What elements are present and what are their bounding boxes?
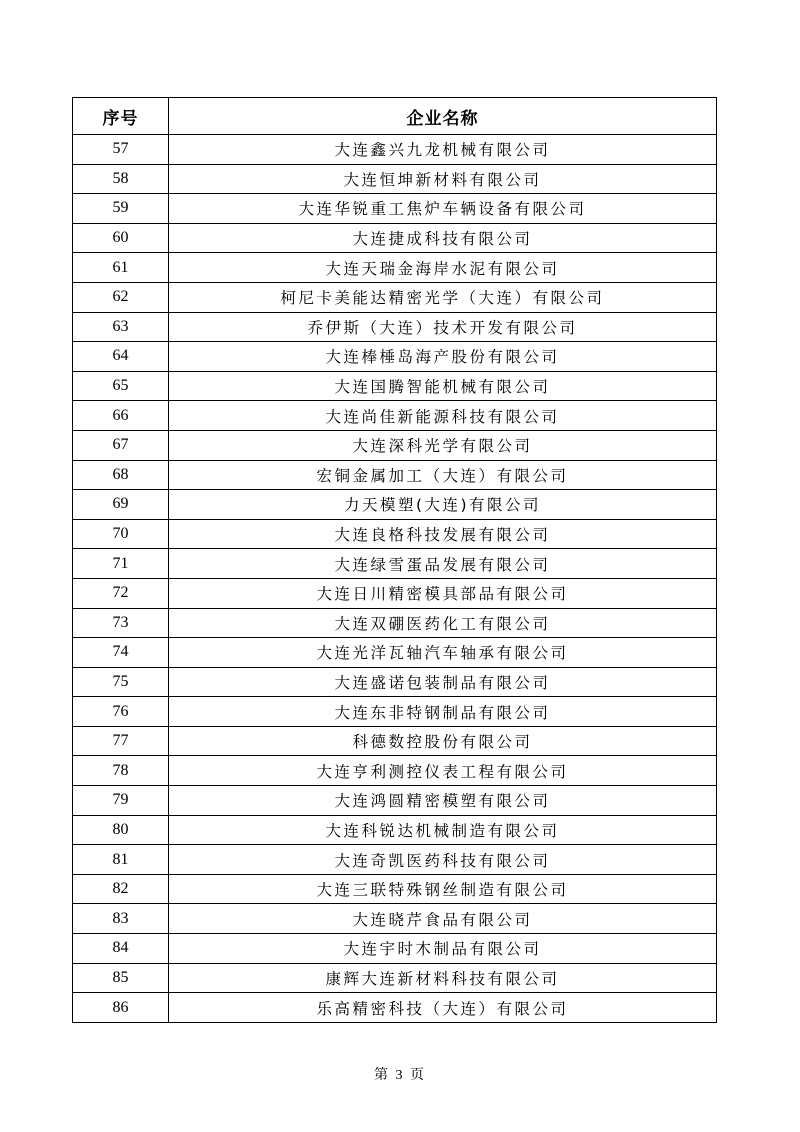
header-company-name: 企业名称: [169, 98, 717, 135]
row-company-name: 大连双硼医药化工有限公司: [169, 608, 717, 638]
table-row: [73, 638, 717, 668]
row-company-name: 大连恒坤新材料有限公司: [169, 164, 717, 194]
table-row: [73, 667, 717, 697]
table-row: [73, 608, 717, 638]
row-company-name: 大连鑫兴九龙机械有限公司: [169, 135, 717, 165]
row-company-name: 大连亨利测控仪表工程有限公司: [169, 756, 717, 786]
table-row: [73, 342, 717, 372]
table-row: [73, 726, 717, 756]
table-row: [73, 194, 717, 224]
header-index: 序号: [73, 98, 169, 135]
row-company-name: 大连盛诺包装制品有限公司: [169, 667, 717, 697]
row-company-name: 大连光洋瓦轴汽车轴承有限公司: [169, 638, 717, 668]
row-index: 83: [73, 904, 169, 934]
table-row: [73, 282, 717, 312]
row-company-name: 乐高精密科技（大连）有限公司: [169, 993, 717, 1023]
row-index: 82: [73, 874, 169, 904]
table-row: [73, 904, 717, 934]
table-row: [73, 845, 717, 875]
table-row: [73, 401, 717, 431]
row-index: 72: [73, 578, 169, 608]
table-row: [73, 519, 717, 549]
row-company-name: 大连三联特殊钢丝制造有限公司: [169, 874, 717, 904]
table-row: [73, 815, 717, 845]
row-index: 76: [73, 697, 169, 727]
table-row: [73, 371, 717, 401]
row-index: 78: [73, 756, 169, 786]
table-row: [73, 164, 717, 194]
row-index: 80: [73, 815, 169, 845]
row-index: 85: [73, 963, 169, 993]
table-row: [73, 934, 717, 964]
row-index: 74: [73, 638, 169, 668]
row-company-name: 乔伊斯（大连）技术开发有限公司: [169, 312, 717, 342]
row-company-name: 大连国腾智能机械有限公司: [169, 371, 717, 401]
row-index: 86: [73, 993, 169, 1023]
table-row: [73, 223, 717, 253]
row-company-name: 大连尚佳新能源科技有限公司: [169, 401, 717, 431]
row-company-name: 康辉大连新材料科技有限公司: [169, 963, 717, 993]
row-index: 61: [73, 253, 169, 283]
table-row: [73, 786, 717, 816]
table-row: [73, 549, 717, 579]
row-company-name: 大连宇时木制品有限公司: [169, 934, 717, 964]
row-company-name: 大连深科光学有限公司: [169, 430, 717, 460]
row-index: 65: [73, 371, 169, 401]
table-row: [73, 993, 717, 1023]
row-index: 63: [73, 312, 169, 342]
row-index: 79: [73, 786, 169, 816]
table-row: [73, 460, 717, 490]
page-number: 第 3 页: [374, 1068, 426, 1083]
row-company-name: 大连科锐达机械制造有限公司: [169, 815, 717, 845]
row-index: 62: [73, 282, 169, 312]
row-index: 64: [73, 342, 169, 372]
row-company-name: 大连良格科技发展有限公司: [169, 519, 717, 549]
row-index: 81: [73, 845, 169, 875]
company-table: [72, 97, 717, 1023]
table-row: [73, 874, 717, 904]
row-index: 84: [73, 934, 169, 964]
table-row: [73, 430, 717, 460]
row-company-name: 力天模塑(大连)有限公司: [169, 490, 717, 520]
row-index: 70: [73, 519, 169, 549]
row-company-name: 大连捷成科技有限公司: [169, 223, 717, 253]
table-header-row: [73, 98, 717, 135]
table-row: [73, 135, 717, 165]
row-index: 60: [73, 223, 169, 253]
row-index: 69: [73, 490, 169, 520]
row-index: 68: [73, 460, 169, 490]
row-index: 67: [73, 430, 169, 460]
row-company-name: 大连天瑞金海岸水泥有限公司: [169, 253, 717, 283]
row-index: 75: [73, 667, 169, 697]
row-index: 58: [73, 164, 169, 194]
table-row: [73, 697, 717, 727]
table-row: [73, 578, 717, 608]
row-index: 66: [73, 401, 169, 431]
row-index: 57: [73, 135, 169, 165]
row-company-name: 大连奇凯医药科技有限公司: [169, 845, 717, 875]
table-row: [73, 756, 717, 786]
row-index: 59: [73, 194, 169, 224]
row-company-name: 宏铜金属加工（大连）有限公司: [169, 460, 717, 490]
table-body: [73, 135, 717, 1023]
row-company-name: 大连日川精密模具部品有限公司: [169, 578, 717, 608]
row-company-name: 柯尼卡美能达精密光学（大连）有限公司: [169, 282, 717, 312]
row-company-name: 科德数控股份有限公司: [169, 726, 717, 756]
row-company-name: 大连鸿圆精密模塑有限公司: [169, 786, 717, 816]
row-index: 73: [73, 608, 169, 638]
row-company-name: 大连棒棰岛海产股份有限公司: [169, 342, 717, 372]
row-company-name: 大连绿雪蛋品发展有限公司: [169, 549, 717, 579]
row-company-name: 大连晓芹食品有限公司: [169, 904, 717, 934]
table-row: [73, 963, 717, 993]
table-row: [73, 253, 717, 283]
row-index: 77: [73, 726, 169, 756]
row-index: 71: [73, 549, 169, 579]
table-row: [73, 312, 717, 342]
row-company-name: 大连华锐重工焦炉车辆设备有限公司: [169, 194, 717, 224]
row-company-name: 大连东非特钢制品有限公司: [169, 697, 717, 727]
table-row: [73, 490, 717, 520]
